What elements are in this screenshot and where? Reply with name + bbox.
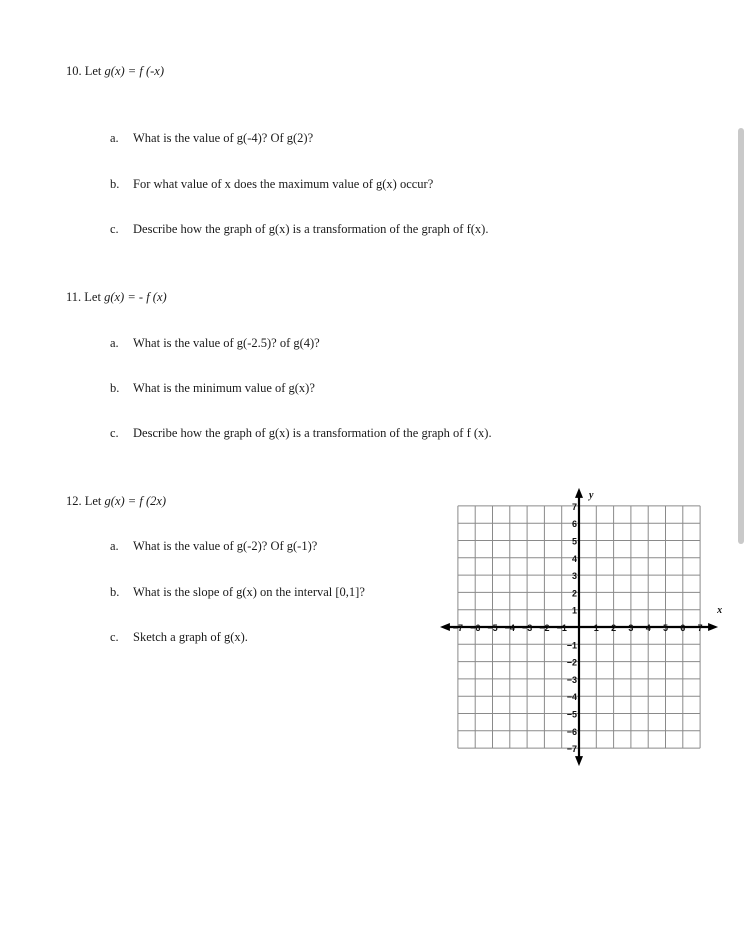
question-12c-letter: c. (110, 630, 119, 644)
x-axis-label: x (717, 605, 723, 616)
question-12b-text: What is the slope of g(x) on the interval [0,1]? (133, 585, 365, 599)
y-tick-label: 4 (571, 553, 577, 564)
y-tick-label: −5 (566, 709, 577, 720)
tick-labels (453, 490, 722, 754)
question-12c-text: Sketch a graph of g(x). (133, 630, 248, 644)
question-12-number: 12. (66, 494, 82, 508)
x-tick-label: −5 (487, 623, 498, 633)
question-12-prefix: Let (84, 494, 105, 508)
x-tick-label: −2 (539, 623, 550, 633)
question-11a-text: What is the value of g(-2.5)? of g(4)? (133, 336, 320, 350)
x-tick-label: −7 (452, 623, 464, 633)
question-10c-text: Describe how the graph of g(x) is a transformation of the graph of f(x). (133, 222, 489, 236)
x-tick-label: −6 (470, 623, 481, 633)
question-11-prefix: Let (84, 290, 105, 304)
question-11c-text: Describe how the graph of g(x) is a transformation of the graph of f (x). (133, 426, 492, 440)
question-10b-letter: b. (110, 177, 120, 191)
y-tick-label: −4 (566, 692, 577, 703)
question-10-definition: g(x) = f (-x) (104, 64, 164, 78)
y-tick-label: −6 (566, 726, 577, 737)
question-10-prefix: Let (84, 64, 105, 78)
question-11b-letter: b. (110, 381, 120, 395)
x-axis-arrow-left-icon (440, 623, 450, 631)
x-tick-label: 2 (611, 623, 617, 633)
question-11-definition: g(x) = - f (x) (104, 290, 167, 304)
x-tick-label: 3 (628, 623, 634, 633)
y-tick-label: −3 (566, 674, 577, 685)
y-tick-label: 1 (571, 605, 577, 616)
question-11-header (66, 290, 167, 305)
y-tick-label: −2 (566, 657, 577, 668)
y-axis-label: y (589, 489, 594, 501)
x-tick-label: 6 (680, 623, 686, 633)
x-tick-label: 7 (697, 623, 703, 633)
y-tick-label: 6 (571, 519, 577, 530)
question-10a-letter: a. (110, 131, 119, 145)
y-tick-label: 2 (571, 588, 577, 599)
question-12-definition: g(x) = f (2x) (104, 494, 167, 508)
x-tick-label: −1 (556, 623, 567, 633)
y-tick-label: −7 (566, 744, 577, 755)
x-tick-label: −3 (521, 623, 533, 633)
question-10c-letter: c. (110, 222, 119, 236)
question-12b-letter: b. (110, 585, 120, 599)
question-12a-letter: a. (110, 539, 119, 553)
y-tick-label: 3 (571, 571, 577, 582)
question-10b-text: For what value of x does the maximum value of g(x) occur? (133, 177, 434, 191)
y-axis-arrow-down-icon (575, 756, 583, 766)
question-11c-letter: c. (110, 426, 119, 440)
y-tick-label: 5 (571, 536, 577, 547)
x-axis-arrow-right-icon (708, 623, 718, 631)
question-10a-text: What is the value of g(-4)? Of g(2)? (133, 131, 314, 145)
vertical-scrollbar[interactable] (738, 128, 744, 544)
x-tick-label: −4 (504, 623, 515, 633)
x-tick-label: 4 (645, 623, 651, 633)
x-tick-label: 1 (593, 623, 599, 633)
y-axis-arrow-up-icon (575, 488, 583, 498)
axes (440, 488, 718, 766)
question-10-number: 10. (66, 64, 82, 78)
y-tick-label: 7 (571, 501, 577, 512)
question-11a-letter: a. (110, 336, 119, 350)
x-tick-label: 5 (662, 623, 669, 633)
question-11b-text: What is the minimum value of g(x)? (133, 381, 315, 395)
question-10-header (66, 64, 164, 79)
question-12a-text: What is the value of g(-2)? Of g(-1)? (133, 539, 318, 553)
question-12-header (66, 494, 166, 509)
coordinate-grid[interactable] (440, 486, 730, 766)
question-11-number: 11. (66, 290, 82, 304)
y-tick-label: −1 (566, 640, 577, 651)
